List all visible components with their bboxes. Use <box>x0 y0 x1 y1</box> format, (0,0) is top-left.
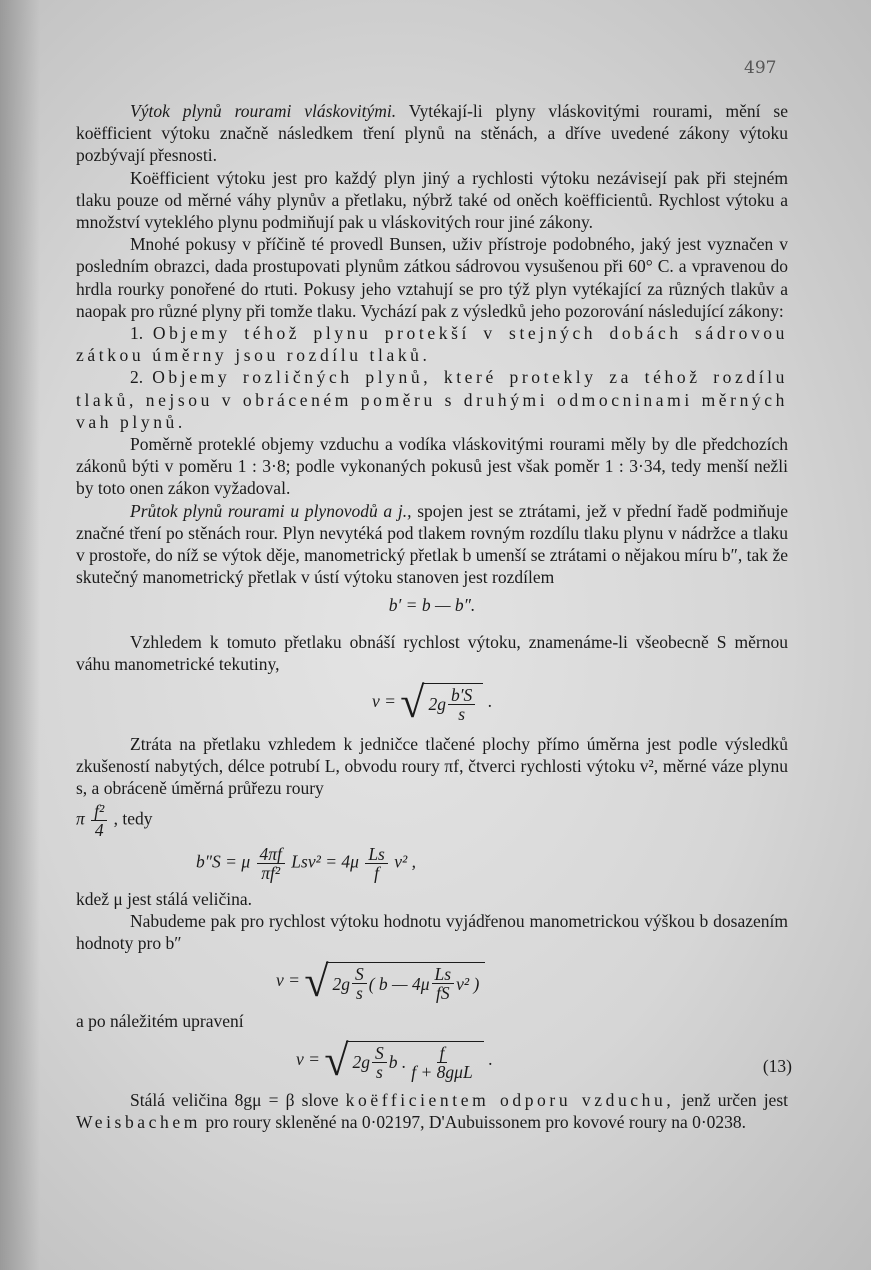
fraction <box>448 686 475 723</box>
formula-pressure-difference <box>76 594 788 616</box>
fraction <box>408 1044 475 1081</box>
paragraph-3: Mnohé pokusy v příčině té provedl Bunsen, uživ přístroje podobného, jaký jest vyznačen v posledním obrazci, dada prostupovati plynům zátkou sádrovou vysušenou při 60° C. a vpravenou do hrdla rourky ponořené do rtuti. Pokusy jeho vztahují se pro týž plyn vytékající za různých tlakův a naopak pro různé plyny při tomže tlaku. Vychází pak z výsledků jeho pozorování následující zákony: <box>76 234 788 321</box>
fraction <box>365 845 388 882</box>
radical-sign-icon: √ <box>304 957 329 1007</box>
radical-sign-icon: √ <box>324 1035 349 1085</box>
fraction <box>257 845 285 882</box>
equation-number: (13) <box>762 1055 792 1076</box>
numerator: 4πf <box>257 845 285 864</box>
paragraph-text: jenž určen jest <box>681 1089 788 1110</box>
page-number: 497 <box>744 58 777 78</box>
radical-sign-icon: √ <box>400 678 425 728</box>
law-1 <box>76 322 788 366</box>
denominator: πf² <box>261 862 281 883</box>
formula-part: b . <box>388 1051 407 1072</box>
formula-text: b′ = b — b″. <box>388 595 476 616</box>
section-heading: Průtok plynů rourami u plynovodů a j., <box>130 500 412 521</box>
paragraph-2: Koëfficient výtoku jest pro každý plyn jiný a rychlosti výtoku nezávisejí pak při stejném tlaku pouze od měrné váhy plynův a přetlaku, nýbrž také od oněch koëfficientů. Rychlost výtoku a množství vyteklého plynu podmiňují pak u vláskovitých rour jiné zákony. <box>76 167 788 233</box>
fraction <box>432 965 455 1002</box>
radicand <box>422 683 483 723</box>
paragraph-1 <box>76 100 788 167</box>
formula-velocity-head <box>276 957 788 1007</box>
fraction <box>91 802 107 839</box>
law-number: 1. <box>130 323 144 344</box>
fraction <box>352 965 367 1002</box>
paragraph-8: kdež μ jest stálá veličina. <box>76 888 253 909</box>
page-edge-shadow <box>0 0 40 1270</box>
radicand <box>346 1041 483 1081</box>
paragraph-4: Poměrně proteklé objemy vzduchu a vodíka vláskovitými rourami měly by dle předchozích zákonů býti v poměru 1 : 3·8; podle vykonaných pokusů jest však poměr 1 : 3·34, tedy menší nežli by toto onen zákon vyžadoval. <box>76 434 788 499</box>
square-root <box>400 678 483 728</box>
denominator: fS <box>436 983 450 1004</box>
law-number: 2. <box>130 367 144 388</box>
formula-velocity: v = √ 2g $\frac{b'S}{s}$ . <box>371 678 493 728</box>
paragraph-text: spojen jest se ztrátami, jež v přední řadě podmiňuje značné tření po stěnách rour. Plyn nevytéká pod tlakem rovným rozdílu tlaku plynu v nádržce a tlaku v prostoře, do níž se výtok děje, manometrický přetlak b umenší se ztrátami o nějakou míru b″, tak že skutečný manometrický přetlak v ústí výtoku stanoven jest rozdílem <box>76 500 789 588</box>
paragraph-9: Nabudeme pak pro rychlost výtoku hodnotu vyjádřenou manometrickou výškou b dosazením hodnoty pro b″ <box>76 910 788 954</box>
formula-part: π <box>76 808 85 829</box>
formula-part: v² , <box>394 851 416 872</box>
formula-part: b″S = μ <box>196 851 251 872</box>
numerator: Ls <box>365 845 388 864</box>
square-root <box>324 1035 483 1085</box>
square-root <box>304 957 485 1007</box>
denominator: s <box>375 1061 383 1082</box>
radicand <box>326 962 485 1002</box>
paragraph-6: Vzhledem k tomuto přetlaku obnáší rychlost výtoku, znamenáme-li všeobecně S měrnou váhu manometrické tekutiny, <box>76 631 788 674</box>
spaced-term: koëfficientem odporu vzduchu, <box>345 1089 675 1110</box>
paragraph-text: pro roury skleněné na 0·02197, D'Aubuissonem pro kovové roury na 0·0238. <box>205 1111 747 1132</box>
denominator: s <box>355 983 363 1004</box>
law-2 <box>76 366 788 433</box>
formula-area <box>76 802 109 839</box>
formula-lhs: v = <box>276 970 300 991</box>
numerator: Ls <box>432 965 455 984</box>
paragraph-10: a po náležitém upravení <box>76 1011 244 1032</box>
formula-part: v² ) <box>456 973 480 994</box>
section-heading: Výtok plynů rourami vláskovitými. <box>130 101 397 121</box>
formula-lhs: v = <box>371 691 396 712</box>
formula-loss <box>196 845 788 882</box>
formula-part: 2g <box>332 973 350 994</box>
formula-part: 2g <box>352 1051 370 1072</box>
denominator: 4 <box>94 819 104 840</box>
formula-lhs: v = <box>296 1048 320 1069</box>
law-text: Objemy rozličných plynů, které protekly za téhož rozdílu tlaků, nejsou v obráceném poměru s druhými odmocninami měrných vah plynů. <box>76 367 788 432</box>
paragraph-11 <box>76 1089 788 1133</box>
numerator: b′S <box>448 686 475 705</box>
numerator: S <box>352 965 367 984</box>
denominator: f + 8gμL <box>411 1061 473 1082</box>
numerator: f² <box>91 802 107 821</box>
formula-part: Lsv² = 4μ <box>291 851 359 872</box>
paragraph-7: Ztráta na přetlaku vzhledem k jedničce tlačené plochy přímo úměrna jest podle výsledků zkušeností nabytých, délce potrubí L, obvodu roury πf, čtverci rychlosti výtoku v², měrné váze plynu s, a obráceně úměrná průřezu roury <box>76 734 788 799</box>
denominator: s <box>458 704 466 725</box>
fraction <box>372 1044 387 1081</box>
denominator: f <box>374 862 380 883</box>
law-text: Objemy téhož plynu protekší v stejných dobách sádrovou zátkou úměrny jsou rozdílu tlaků. <box>76 323 788 366</box>
numerator: f <box>437 1044 448 1063</box>
paragraph-text: , tedy <box>113 808 153 829</box>
formula-part: 2g <box>428 694 446 715</box>
numerator: S <box>372 1044 387 1063</box>
paragraph-5 <box>76 500 788 589</box>
paragraph-7-continued <box>76 802 788 839</box>
formula-13: v = √ 2g $\frac{S}{s}$ b . $\frac{f}{\text{f + 8gμL}}$ . (13) <box>296 1035 792 1085</box>
paragraph-text: Vytékají-li plyny vláskovitými rourami, mění se koëfficient výtoku značně následkem tření plynů na stěnách, a dříve uvedené zákony výtoku pozbývají přesnosti. <box>76 101 788 166</box>
paragraph-text: Stálá veličina 8gμ = β slove <box>130 1089 339 1110</box>
formula-part: ( b — 4μ <box>368 973 430 994</box>
spaced-name: Weisbachem <box>76 1111 201 1132</box>
body-text <box>76 100 792 1133</box>
